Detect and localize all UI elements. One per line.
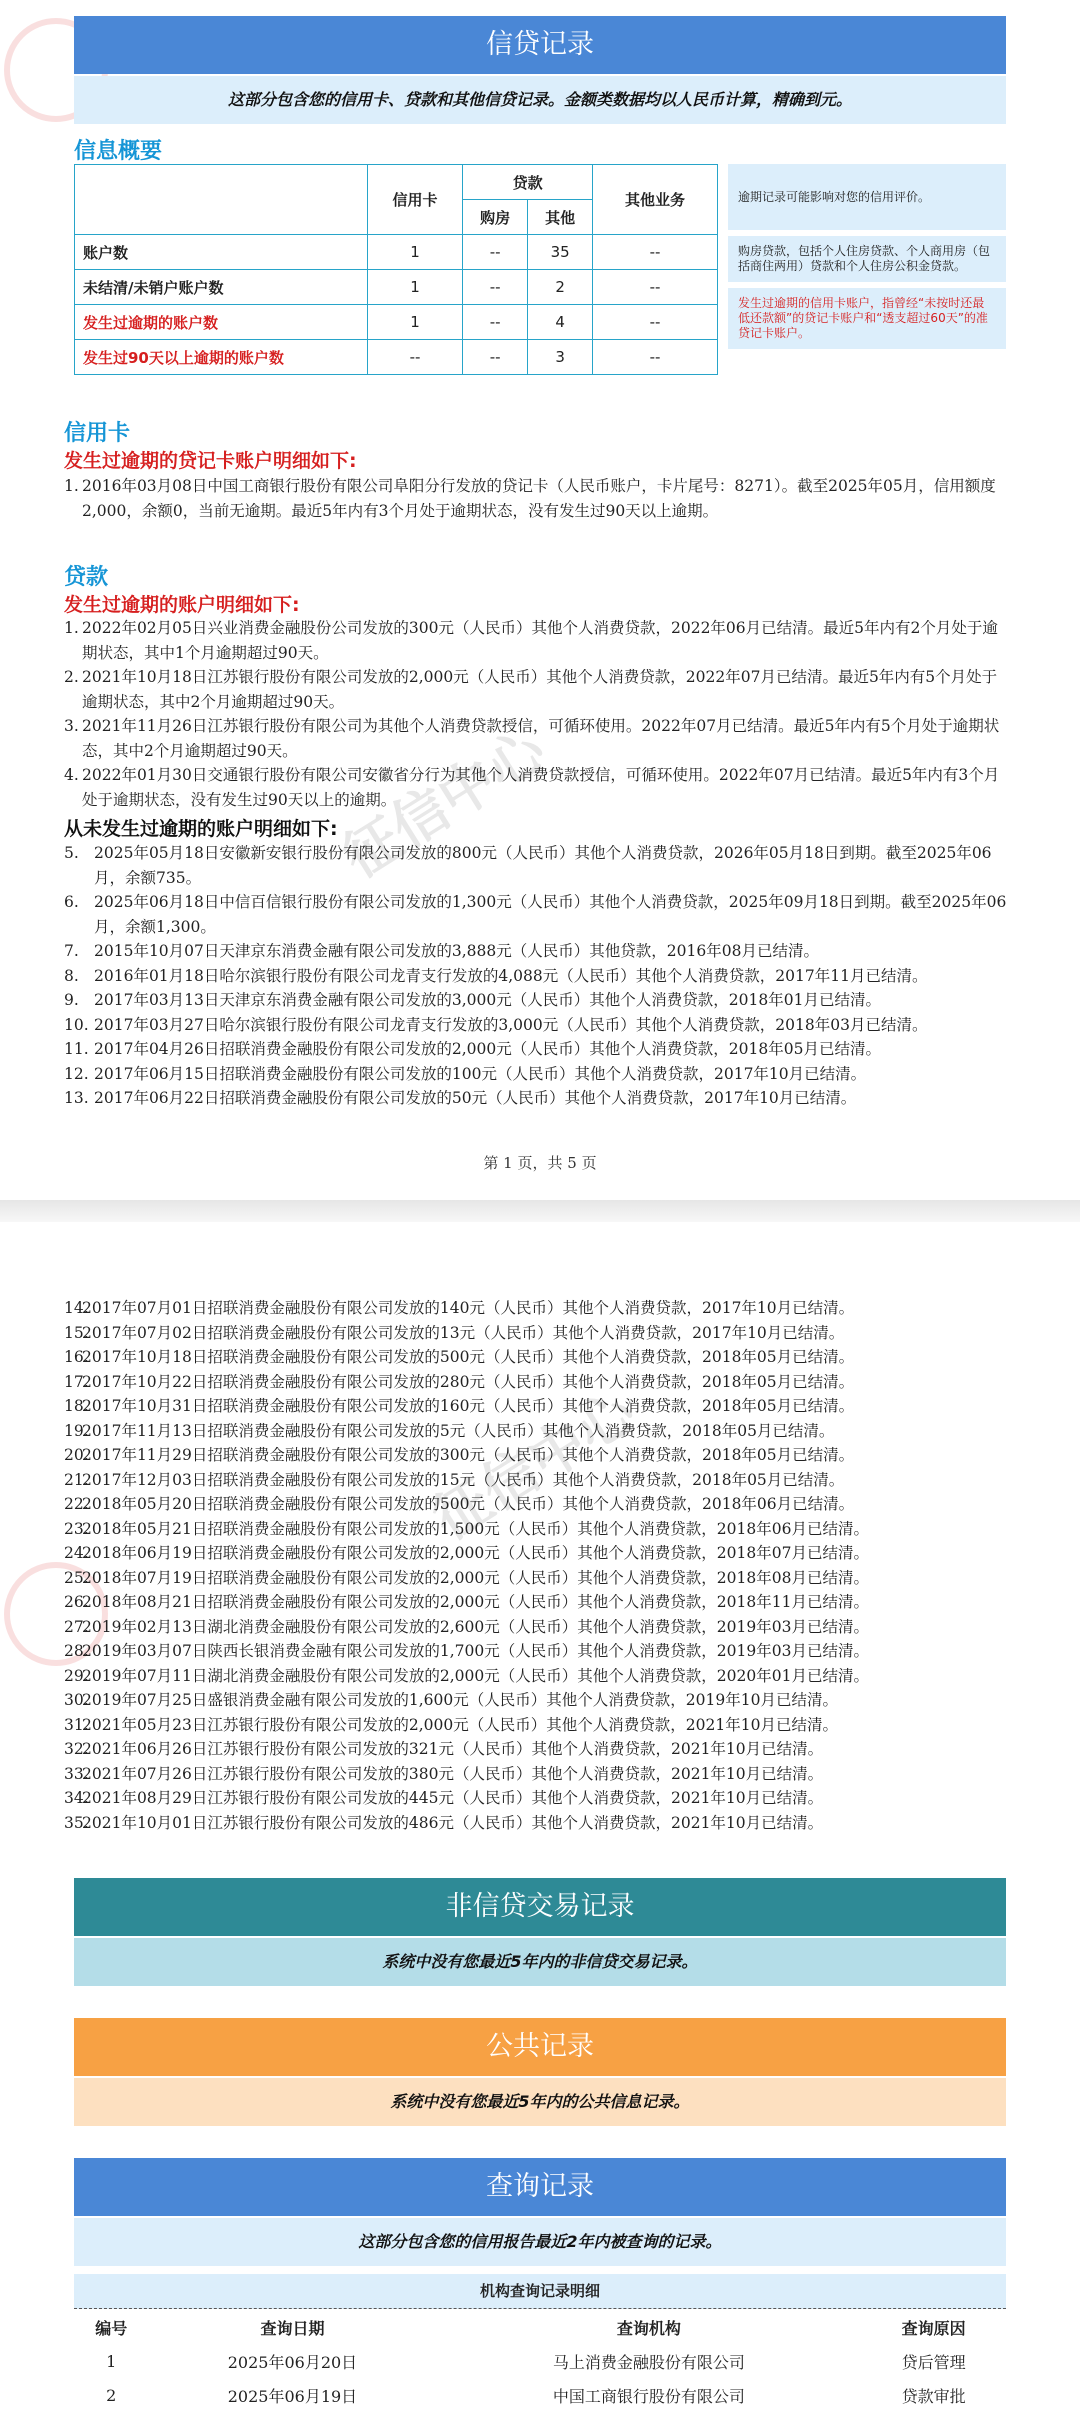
col-other: 其他 (528, 200, 593, 235)
overview-table (74, 164, 718, 375)
list-item-text: 2017年06月22日招联消费金融股份有限公司发放的50元（人民币）其他个人消费贷款，2017年10月已结清。 (94, 1089, 857, 1107)
list-item-number: 1. (64, 619, 79, 637)
table-row (75, 270, 718, 305)
list-item-number: 1. (64, 477, 79, 495)
report-page-2 (0, 1222, 1080, 2406)
list-item-number: 28. (64, 1642, 89, 1660)
cell-other: 3 (528, 340, 593, 375)
list-item-number: 19. (64, 1421, 89, 1440)
list-item (64, 1590, 1012, 1615)
list-item-number: 31. (64, 1715, 89, 1734)
list-item-text: 2022年02月05日兴业消费金融股份公司发放的300元（人民币）其他个人消费贷款，2022年06月已结清。最近5年内有2个月处于逾期状态，其中1个月逾期超过90天。 (82, 619, 998, 662)
list-item (64, 1713, 1012, 1738)
list-item-number: 12. (64, 1064, 89, 1083)
public-record-title: 公共记录 (74, 2018, 1006, 2076)
col-other-business: 其他业务 (593, 165, 718, 235)
cell-biz: -- (593, 305, 718, 340)
cell-biz: -- (593, 270, 718, 305)
list-item-text: 2017年03月13日天津京东消费金融有限公司发放的3,000元（人民币）其他个人消费贷款，2018年01月已结清。 (94, 991, 881, 1009)
list-item-number: 25. (64, 1568, 89, 1587)
list-item (64, 714, 1012, 763)
list-item-number: 32. (64, 1740, 89, 1758)
list-item (64, 988, 1012, 1013)
list-item (64, 1394, 1012, 1419)
list-item-text: 2025年06月18日中信百信银行股份有限公司发放的1,300元（人民币）其他个人消费贷款，2025年09月18日到期。截至2025年06月，余额1,300。 (94, 893, 1007, 936)
list-item (64, 1062, 1012, 1087)
cell-cc: 1 (368, 270, 463, 305)
list-item-text: 2021年10月18日江苏银行股份有限公司发放的2,000元（人民币）其他个人消费贷款，2022年07月已结清。最近5年内有5个月处于逾期状态，其中2个月逾期超过90天。 (82, 668, 998, 711)
query-table (74, 2310, 1006, 2412)
query-reason: 贷后管理 (901, 2352, 966, 2372)
cell-other: 35 (528, 235, 593, 270)
list-item-number: 2. (64, 668, 79, 686)
cell-house: -- (463, 340, 528, 375)
list-item (64, 474, 1012, 523)
loan-normal-list-continued (64, 1296, 1012, 1835)
list-item (64, 964, 1012, 989)
query-org: 马上消费金融股份有限公司 (552, 2352, 745, 2372)
list-item-number: 4. (64, 766, 79, 784)
credit-card-list (64, 474, 1012, 523)
row-label: 未结清/未销户账户数 (75, 270, 368, 305)
list-item (64, 1086, 1012, 1111)
list-item-number: 13. (64, 1089, 89, 1107)
list-item-number: 15. (64, 1323, 89, 1342)
table-row (75, 235, 718, 270)
list-item-number: 14. (64, 1299, 89, 1317)
list-item-number: 30. (64, 1691, 89, 1709)
cell-house: -- (463, 235, 528, 270)
cell-house: -- (463, 305, 528, 340)
list-item-text: 2018年06月19日招联消费金融股份有限公司发放的2,000元（人民币）其他个人消费贷款，2018年07月已结清。 (82, 1544, 869, 1562)
list-item-number: 7. (64, 942, 79, 960)
list-item-text: 2017年11月13日招联消费金融股份有限公司发放的5元（人民币）其他个人消费贷款，2018年05月已结清。 (82, 1421, 835, 1440)
query-col-reason: 查询原因 (901, 2318, 966, 2338)
cell-biz: -- (593, 340, 718, 375)
list-item-text: 2025年05月18日安徽新安银行股份有限公司发放的800元（人民币）其他个人消费贷款，2026年05月18日到期。截至2025年06月，余额735。 (94, 844, 992, 887)
watermark: 征信中心 (332, 716, 557, 891)
list-item (64, 1345, 1012, 1370)
query-record-subtitle: 这部分包含您的信用报告最近2年内被查询的记录。 (74, 2218, 1006, 2266)
list-item-number: 33. (64, 1764, 89, 1783)
loan-normal-list (64, 841, 1012, 1111)
list-item-number: 6. (64, 893, 79, 911)
query-col-date: 查询日期 (260, 2318, 325, 2338)
list-item (64, 1688, 1012, 1713)
list-item-text: 2018年08月21日招联消费金融股份有限公司发放的2,000元（人民币）其他个人消费贷款，2018年11月已结清。 (82, 1593, 869, 1611)
list-item-number: 17. (64, 1372, 89, 1391)
list-item (64, 665, 1012, 714)
list-item-text: 2019年07月11日湖北消费金融股份有限公司发放的2,000元（人民币）其他个人消费贷款，2020年01月已结清。 (82, 1666, 869, 1685)
list-item-text: 2017年11月29日招联消费金融股份有限公司发放的300元（人民币）其他个人消费贷款，2018年05月已结清。 (82, 1446, 855, 1464)
overview-notes (728, 164, 1006, 355)
loan-heading: 贷款 (64, 565, 109, 590)
table-row (75, 305, 718, 340)
table-row (74, 2378, 1006, 2412)
list-item-number: 27. (64, 1617, 89, 1636)
list-item-text: 2017年07月01日招联消费金融股份有限公司发放的140元（人民币）其他个人消费贷款，2017年10月已结清。 (82, 1299, 855, 1317)
list-item (64, 616, 1012, 665)
note-house-loan: 购房贷款，包括个人住房贷款、个人商用房（包括商住两用）贷款和个人住房公积金贷款。 (728, 236, 1006, 282)
query-table-title: 机构查询记录明细 (74, 2274, 1006, 2309)
query-no: 1 (106, 2351, 117, 2371)
overview-title: 信息概要 (74, 139, 163, 164)
cell-house: -- (463, 270, 528, 305)
list-item-number: 34. (64, 1789, 89, 1807)
credit-card-subheading: 发生过逾期的贷记卡账户明细如下: (64, 450, 357, 472)
page-number: 第 1 页，共 5 页 (483, 1154, 597, 1172)
list-item-text: 2019年07月25日盛银消费金融有限公司发放的1,600元（人民币）其他个人消费贷款，2019年10月已结清。 (82, 1691, 838, 1709)
list-item-number: 23. (64, 1519, 89, 1538)
credit-section-subtitle: 这部分包含您的信用卡、贷款和其他信贷记录。金额类数据均以人民币计算，精确到元。 (74, 76, 1006, 124)
query-col-no: 编号 (95, 2318, 128, 2338)
list-item-number: 3. (64, 717, 79, 735)
list-item-text: 2022年01月30日交通银行股份有限公司安徽省分行为其他个人消费贷款授信，可循环使用。2022年07月已结清。最近5年内有3个月处于逾期状态，没有发生过90天以上的逾期。 (82, 766, 1000, 809)
report-page-1 (0, 0, 1080, 1200)
list-item (64, 1492, 1012, 1517)
list-item-text: 2021年08月29日江苏银行股份有限公司发放的445元（人民币）其他个人消费贷款，2021年10月已结清。 (82, 1789, 824, 1807)
credit-card-heading: 信用卡 (64, 421, 131, 446)
table-row (75, 340, 718, 375)
list-item (64, 1615, 1012, 1640)
list-item (64, 939, 1012, 964)
list-item-text: 2018年07月19日招联消费金融股份有限公司发放的2,000元（人民币）其他个人消费贷款，2018年08月已结清。 (82, 1568, 869, 1587)
list-item (64, 1443, 1012, 1468)
list-item-text: 2017年10月22日招联消费金融股份有限公司发放的280元（人民币）其他个人消费贷款，2018年05月已结清。 (82, 1372, 855, 1391)
list-item-number: 20. (64, 1446, 89, 1464)
list-item (64, 1468, 1012, 1493)
list-item-text: 2017年04月26日招联消费金融股份有限公司发放的2,000元（人民币）其他个人消费贷款，2018年05月已结清。 (94, 1040, 881, 1058)
cell-biz: -- (593, 235, 718, 270)
list-item (64, 763, 1012, 812)
query-org: 中国工商银行股份有限公司 (552, 2386, 745, 2406)
list-item-text: 2016年03月08日中国工商银行股份有限公司阜阳分行发放的贷记卡（人民币账户，卡片尾号：8271）。截至2025年05月，信用额度2,000，余额0，当前无逾期。最近5年内有3个月处于逾期状态，没有发生过90天以上逾期。 (82, 477, 996, 520)
non-credit-title: 非信贷交易记录 (74, 1878, 1006, 1936)
list-item-text: 2017年06月15日招联消费金融股份有限公司发放的100元（人民币）其他个人消费贷款，2017年10月已结清。 (94, 1064, 867, 1083)
list-item-number: 10. (64, 1015, 89, 1034)
col-loan: 贷款 (463, 165, 593, 200)
cell-other: 2 (528, 270, 593, 305)
query-date: 2025年06月19日 (227, 2386, 358, 2406)
cell-cc: -- (368, 340, 463, 375)
list-item-text: 2021年05月23日江苏银行股份有限公司发放的2,000元（人民币）其他个人消费贷款，2021年10月已结清。 (82, 1715, 838, 1734)
list-item (64, 1811, 1012, 1836)
list-item (64, 1639, 1012, 1664)
query-no: 2 (106, 2385, 117, 2405)
list-item (64, 1321, 1012, 1346)
list-item-number: 9. (64, 991, 79, 1009)
list-item (64, 1786, 1012, 1811)
list-item-text: 2017年10月18日招联消费金融股份有限公司发放的500元（人民币）其他个人消费贷款，2018年05月已结清。 (82, 1348, 855, 1366)
list-item-text: 2018年05月21日招联消费金融股份有限公司发放的1,500元（人民币）其他个人消费贷款，2018年06月已结清。 (82, 1519, 869, 1538)
list-item-text: 2021年10月01日江苏银行股份有限公司发放的486元（人民币）其他个人消费贷款，2021年10月已结清。 (82, 1813, 824, 1832)
cell-cc: 1 (368, 235, 463, 270)
row-label: 发生过逾期的账户数 (75, 305, 368, 340)
list-item (64, 1037, 1012, 1062)
list-item-text: 2021年06月26日江苏银行股份有限公司发放的321元（人民币）其他个人消费贷款，2021年10月已结清。 (82, 1740, 824, 1758)
list-item (64, 1296, 1012, 1321)
list-item (64, 1419, 1012, 1444)
list-item-text: 2015年10月07日天津京东消费金融有限公司发放的3,888元（人民币）其他贷款，2016年08月已结清。 (94, 942, 819, 960)
list-item (64, 1517, 1012, 1542)
list-item (64, 1370, 1012, 1395)
list-item-number: 8. (64, 966, 79, 985)
list-item-number: 5. (64, 844, 79, 862)
list-item-text: 2017年10月31日招联消费金融股份有限公司发放的160元（人民币）其他个人消费贷款，2018年05月已结清。 (82, 1397, 855, 1415)
list-item (64, 1566, 1012, 1591)
watermark: 征信中心 (422, 1378, 647, 1553)
non-credit-subtitle: 系统中没有您最近5年内的非信贷交易记录。 (74, 1938, 1006, 1986)
list-item (64, 1737, 1012, 1762)
list-item-number: 35. (64, 1813, 89, 1832)
list-item (64, 1762, 1012, 1787)
list-item (64, 1541, 1012, 1566)
public-record-subtitle: 系统中没有您最近5年内的公共信息记录。 (74, 2078, 1006, 2126)
note-overdue-definition: 发生过逾期的信用卡账户，指曾经“未按时还最低还款额”的贷记卡账户和“透支超过60天”的准贷记卡账户。 (728, 288, 1006, 349)
list-item-number: 11. (64, 1040, 89, 1058)
list-item-text: 2019年03月07日陕西长银消费金融有限公司发放的1,700元（人民币）其他个人消费贷款，2019年03月已结清。 (82, 1642, 869, 1660)
list-item-number: 24. (64, 1544, 89, 1562)
list-item-number: 16. (64, 1348, 89, 1366)
list-item-number: 29. (64, 1666, 89, 1685)
col-credit-card: 信用卡 (368, 165, 463, 235)
list-item-text: 2019年02月13日湖北消费金融股份有限公司发放的2,600元（人民币）其他个人消费贷款，2019年03月已结清。 (82, 1617, 869, 1636)
list-item-text: 2016年01月18日哈尔滨银行股份有限公司龙青支行发放的4,088元（人民币）其他个人消费贷款，2017年11月已结清。 (94, 966, 928, 985)
loan-overdue-heading: 发生过逾期的账户明细如下: (64, 594, 300, 616)
list-item-text: 2017年07月02日招联消费金融股份有限公司发放的13元（人民币）其他个人消费贷款，2017年10月已结清。 (82, 1323, 845, 1342)
list-item (64, 841, 1012, 890)
list-item-text: 2021年11月26日江苏银行股份有限公司为其他个人消费贷款授信，可循环使用。2022年07月已结清。最近5年内有5个月处于逾期状态，其中2个月逾期超过90天。 (82, 717, 1000, 760)
list-item-text: 2017年03月27日哈尔滨银行股份有限公司龙青支行发放的3,000元（人民币）其他个人消费贷款，2018年03月已结清。 (94, 1015, 928, 1034)
overview-corner (75, 165, 368, 235)
page-divider (0, 1200, 1080, 1222)
loan-overdue-list (64, 616, 1012, 812)
list-item-text: 2018年05月20日招联消费金融股份有限公司发放的500元（人民币）其他个人消费贷款，2018年06月已结清。 (82, 1495, 855, 1513)
table-row (74, 2344, 1006, 2378)
note-overdue-impact: 逾期记录可能影响对您的信用评价。 (728, 164, 1006, 230)
query-col-org: 查询机构 (616, 2318, 681, 2338)
list-item (64, 890, 1012, 939)
credit-section-title: 信贷记录 (74, 16, 1006, 74)
row-label: 发生过90天以上逾期的账户数 (75, 340, 368, 375)
cell-cc: 1 (368, 305, 463, 340)
loan-normal-heading: 从未发生过逾期的账户明细如下: (64, 818, 338, 840)
query-record-title: 查询记录 (74, 2158, 1006, 2216)
list-item-text: 2021年07月26日江苏银行股份有限公司发放的380元（人民币）其他个人消费贷款，2021年10月已结清。 (82, 1764, 824, 1783)
list-item-number: 26. (64, 1593, 89, 1611)
query-date: 2025年06月20日 (227, 2352, 358, 2372)
list-item-number: 18. (64, 1397, 89, 1415)
list-item-text: 2017年12月03日招联消费金融股份有限公司发放的15元（人民币）其他个人消费贷款，2018年05月已结清。 (82, 1470, 845, 1489)
list-item (64, 1013, 1012, 1038)
cell-other: 4 (528, 305, 593, 340)
query-reason: 贷款审批 (901, 2386, 966, 2406)
list-item (64, 1664, 1012, 1689)
row-label: 账户数 (75, 235, 368, 270)
list-item-number: 21. (64, 1470, 89, 1489)
list-item-number: 22. (64, 1495, 89, 1513)
col-house: 购房 (463, 200, 528, 235)
